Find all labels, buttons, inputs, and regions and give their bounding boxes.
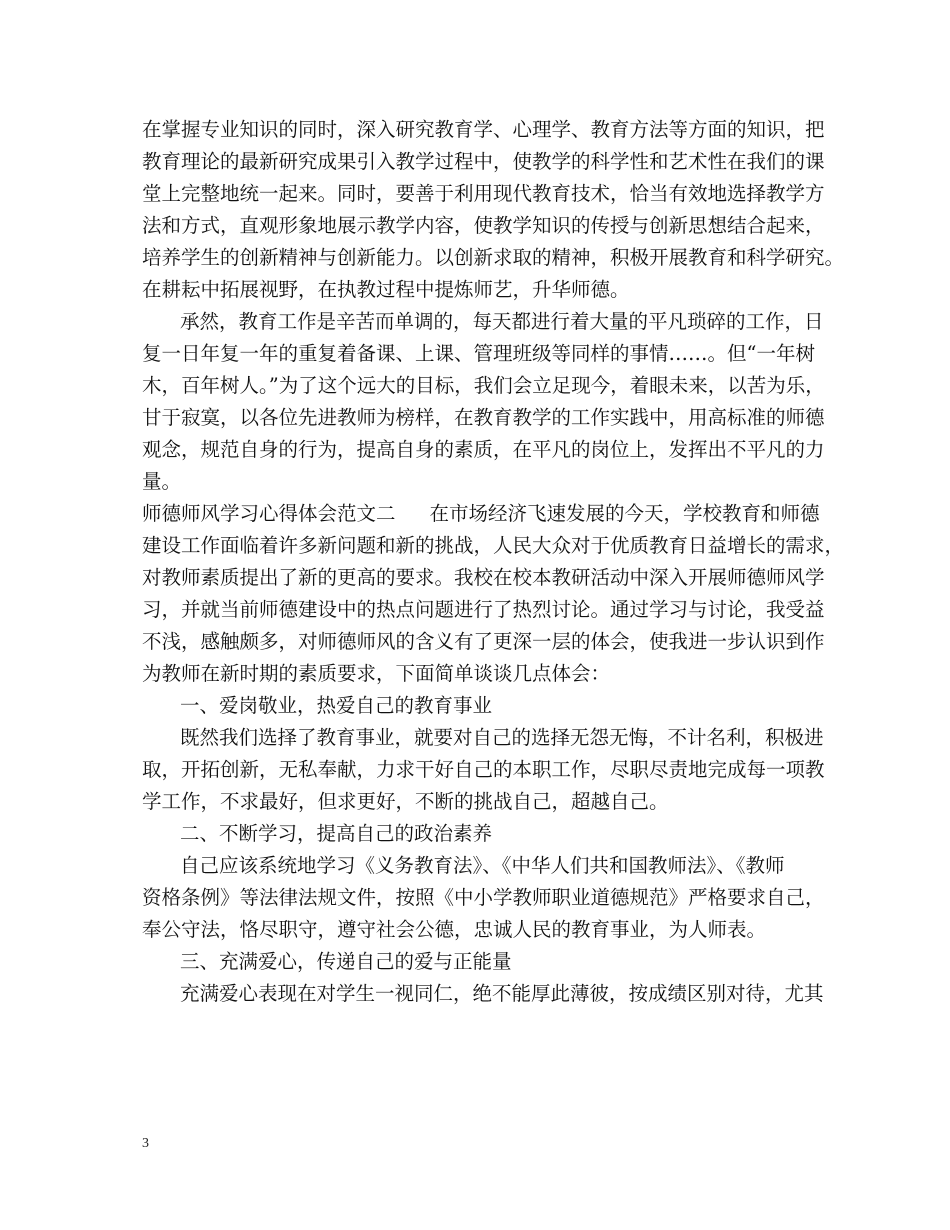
document-body bbox=[142, 114, 845, 1010]
text-line: 承然，教育工作是辛苦而单调的，每天都进行着大量的平凡琐碎的工作，日 bbox=[180, 310, 824, 333]
text-line: 量。 bbox=[142, 470, 182, 493]
text-line: 建设工作面临着许多新问题和新的挑战，人民大众对于优质教育日益增长的需求， bbox=[142, 534, 845, 557]
section-intro: 在市场经济飞速发展的今天，学校教育和师德 bbox=[429, 502, 820, 525]
text-line: 对教师素质提出了新的更高的要求。我校在校本教研活动中深入开展师德师风学 bbox=[142, 566, 825, 589]
text-line: 观念，规范自身的行为，提高自身的素质，在平凡的岗位上，发挥出不平凡的力 bbox=[142, 438, 825, 461]
text-line: 法和方式，直观形象地展示教学内容，使教学知识的传授与创新思想结合起来， bbox=[142, 214, 825, 237]
text-line: 资格条例》等法律法规文件，按照《中小学教师职业道德规范》严格要求自己， bbox=[142, 886, 825, 909]
text-line: 奉公守法，恪尽职守，遵守社会公德，忠诚人民的教育事业，为人师表。 bbox=[142, 918, 767, 941]
section-heading-line bbox=[142, 498, 832, 530]
subheading: 三、充满爱心，传递自己的爱与正能量 bbox=[180, 950, 512, 973]
section-heading: 师德师风学习心得体会范文二 bbox=[142, 502, 396, 525]
text-line: 习，并就当前师德建设中的热点问题进行了热烈讨论。通过学习与讨论，我受益 bbox=[142, 598, 825, 621]
text-line: 取，开拓创新，无私奉献，力求干好自己的本职工作，尽职尽责地完成每一项教 bbox=[142, 758, 825, 781]
text-line: 学工作，不求最好，但求更好，不断的挑战自己，超越自己。 bbox=[142, 790, 669, 813]
text-line: 甘于寂寞，以各位先进教师为榜样，在教育教学的工作实践中，用高标准的师德 bbox=[142, 406, 825, 429]
text-line: 在耕耘中拓展视野，在执教过程中提炼师艺，升华师德。 bbox=[142, 278, 630, 301]
text-line: 充满爱心表现在对学生一视同仁，绝不能厚此薄彼，按成绩区别对待，尤其 bbox=[180, 982, 824, 1005]
text-line: 复一日年复一年的重复着备课、上课、管理班级等同样的事情……。但“一年树 bbox=[142, 342, 815, 365]
text-line: 既然我们选择了教育事业，就要对自己的选择无怨无悔，不计名利，积极进 bbox=[180, 726, 824, 749]
text-line: 不浅，感触颇多，对师德师风的含义有了更深一层的体会，使我进一步认识到作 bbox=[142, 630, 825, 653]
text-line: 在掌握专业知识的同时，深入研究教育学、心理学、教育方法等方面的知识，把 bbox=[142, 118, 825, 141]
text-line: 为教师在新时期的素质要求，下面简单谈谈几点体会： bbox=[142, 662, 611, 685]
text-line: 培养学生的创新精神与创新能力。以创新求取的精神，积极开展教育和科学研究。 bbox=[142, 246, 845, 269]
text-line: 教育理论的最新研究成果引入教学过程中，使教学的科学性和艺术性在我们的课 bbox=[142, 150, 825, 173]
text-line: 堂上完整地统一起来。同时，要善于利用现代教育技术，恰当有效地选择教学方 bbox=[142, 182, 825, 205]
text-line: 木，百年树人。”为了这个远大的目标，我们会立足现今，着眼未来，以苦为乐， bbox=[142, 374, 825, 397]
subheading: 一、爱岗敬业，热爱自己的教育事业 bbox=[180, 694, 493, 717]
subheading: 二、不断学习，提高自己的政治素养 bbox=[180, 822, 493, 845]
page-number: 3 bbox=[142, 1136, 149, 1151]
text-line: 自己应该系统地学习《义务教育法》、《中华人们共和国教师法》、《教师 bbox=[180, 854, 785, 877]
